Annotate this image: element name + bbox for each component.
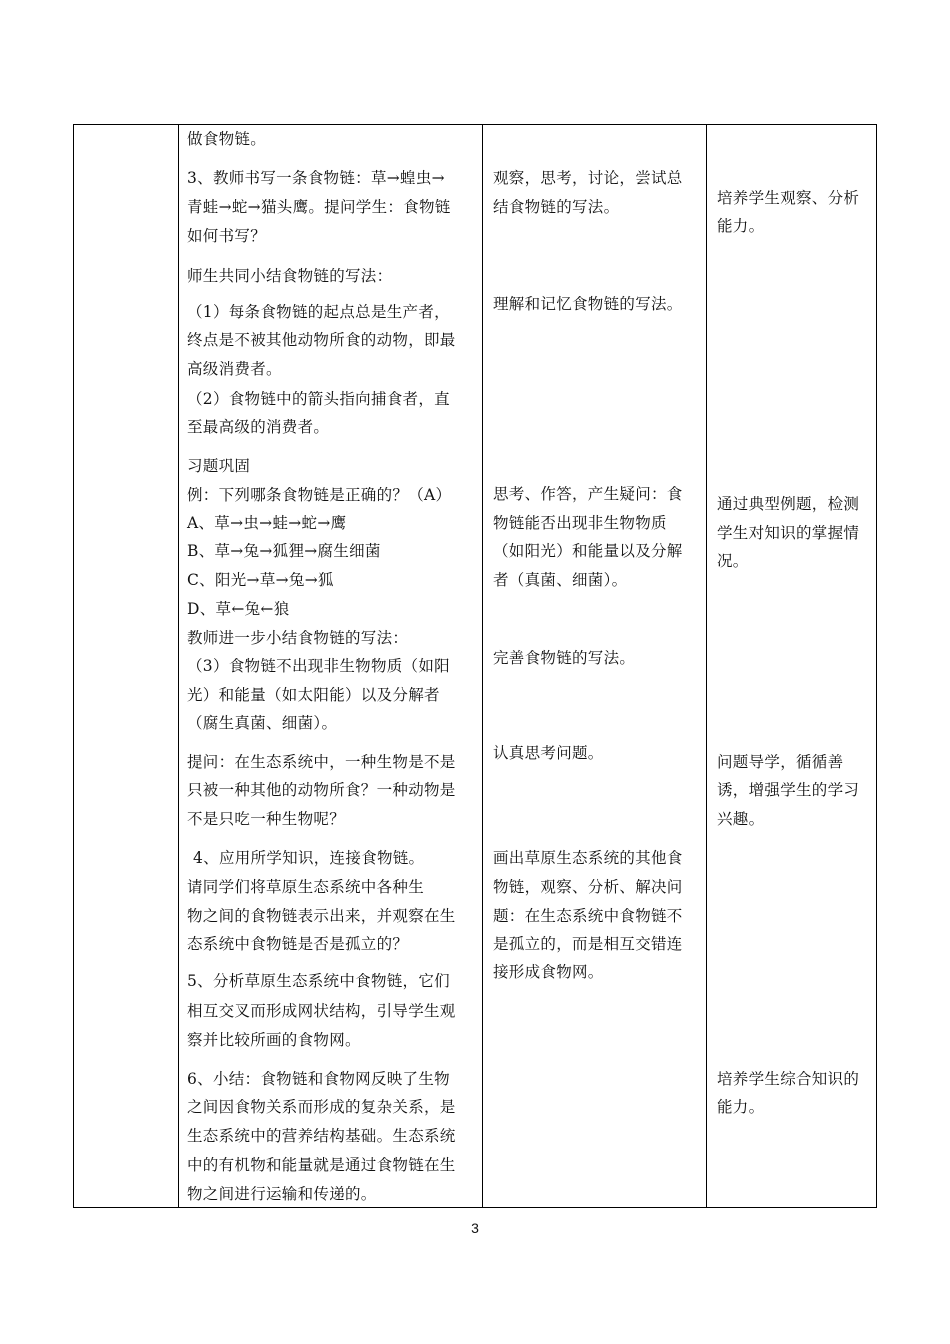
student-line: 结食物链的写法。 xyxy=(493,198,620,216)
student-line: 物链，观察、分析、解决问 xyxy=(493,878,683,896)
student-line: 完善食物链的写法。 xyxy=(493,649,636,667)
teacher-line: 习题巩固 xyxy=(187,457,251,475)
teacher-line: （2）食物链中的箭头指向捕食者，直 xyxy=(187,390,450,408)
intent-line: 能力。 xyxy=(717,1098,765,1116)
teacher-line: A、草→虫→蛙→蛇→鹰 xyxy=(187,514,347,532)
teacher-line: 5、分析草原生态系统中食物链，它们 xyxy=(187,972,450,990)
intent-line: 问题导学，循循善 xyxy=(717,753,844,771)
teacher-line: 如何书写？ xyxy=(187,227,267,245)
intent-line: 通过典型例题，检测 xyxy=(717,495,860,513)
teacher-line: 例：下列哪条食物链是正确的？（A） xyxy=(187,486,452,504)
student-line: 观察，思考，讨论，尝试总 xyxy=(493,169,683,187)
student-line: 题：在生态系统中食物链不 xyxy=(493,907,683,925)
intent-line: 兴趣。 xyxy=(717,810,765,828)
student-line: 思考、作答，产生疑问：食 xyxy=(493,485,683,503)
student-line: 接形成食物网。 xyxy=(493,963,604,981)
teacher-line: 3、教师书写一条食物链：草→蝗虫→ xyxy=(187,169,445,187)
student-line: （如阳光）和能量以及分解 xyxy=(493,542,683,560)
teacher-line: 之间因食物关系而形成的复杂关系，是 xyxy=(187,1098,456,1116)
teacher-line: （3）食物链不出现非生物物质（如阳 xyxy=(187,657,450,675)
student-line: 物链能否出现非生物物质 xyxy=(493,514,667,532)
teacher-line: 态系统中食物链是否是孤立的？ xyxy=(187,935,409,953)
teacher-line: 高级消费者。 xyxy=(187,360,282,378)
intent-line: 况。 xyxy=(717,552,749,570)
column-divider-3 xyxy=(706,125,707,1207)
intent-line: 培养学生观察、分析 xyxy=(717,189,860,207)
intent-line: 学生对知识的掌握情 xyxy=(717,524,860,542)
teacher-line: 4、应用所学知识，连接食物链。 xyxy=(193,849,425,867)
column-divider-1 xyxy=(178,125,179,1207)
teacher-line: （1）每条食物链的起点总是生产者， xyxy=(187,303,450,321)
teacher-line: 察并比较所画的食物网。 xyxy=(187,1031,361,1049)
teacher-line: 青蛙→蛇→猫头鹰。提问学生：食物链 xyxy=(187,198,451,216)
teacher-line: D、草←兔←狼 xyxy=(187,600,290,618)
teacher-line: （腐生真菌、细菌）。 xyxy=(187,714,338,732)
teacher-line: 相互交叉而形成网状结构，引导学生观 xyxy=(187,1002,456,1020)
teacher-line: 提问：在生态系统中，一种生物是不是 xyxy=(187,753,456,771)
teacher-line: 至最高级的消费者。 xyxy=(187,418,330,436)
teacher-line: 不是只吃一种生物呢？ xyxy=(187,810,346,828)
intent-line: 能力。 xyxy=(717,217,765,235)
teacher-line: 光）和能量（如太阳能）以及分解者 xyxy=(187,686,440,704)
teacher-line: C、阳光→草→兔→狐 xyxy=(187,571,334,589)
page-number: 3 xyxy=(471,1220,479,1236)
student-line: 认真思考问题。 xyxy=(493,744,604,762)
teacher-line: 生态系统中的营养结构基础。生态系统 xyxy=(187,1127,456,1145)
teacher-line: 请同学们将草原生态系统中各种生 xyxy=(187,878,425,896)
teacher-line: B、草→兔→狐狸→腐生细菌 xyxy=(187,542,381,560)
teacher-line: 6、小结：食物链和食物网反映了生物 xyxy=(187,1070,450,1088)
intent-line: 培养学生综合知识的 xyxy=(717,1070,860,1088)
teacher-line: 终点是不被其他动物所食的动物，即最 xyxy=(187,331,456,349)
teacher-line: 只被一种其他的动物所食？一种动物是 xyxy=(187,781,456,799)
teacher-line: 中的有机物和能量就是通过食物链在生 xyxy=(187,1156,456,1174)
student-line: 是孤立的，而是相互交错连 xyxy=(493,935,683,953)
teacher-line: 物之间进行运输和传递的。 xyxy=(187,1185,377,1203)
column-divider-2 xyxy=(482,125,483,1207)
student-line: 理解和记忆食物链的写法。 xyxy=(493,295,683,313)
intent-line: 诱，增强学生的学习 xyxy=(717,781,860,799)
teacher-line: 物之间的食物链表示出来，并观察在生 xyxy=(187,907,456,925)
student-line: 者（真菌、细菌）。 xyxy=(493,571,628,589)
teacher-line: 师生共同小结食物链的写法： xyxy=(187,267,393,285)
student-line: 画出草原生态系统的其他食 xyxy=(493,849,683,867)
teacher-line: 教师进一步小结食物链的写法： xyxy=(187,629,409,647)
teacher-line: 做食物链。 xyxy=(187,130,267,148)
